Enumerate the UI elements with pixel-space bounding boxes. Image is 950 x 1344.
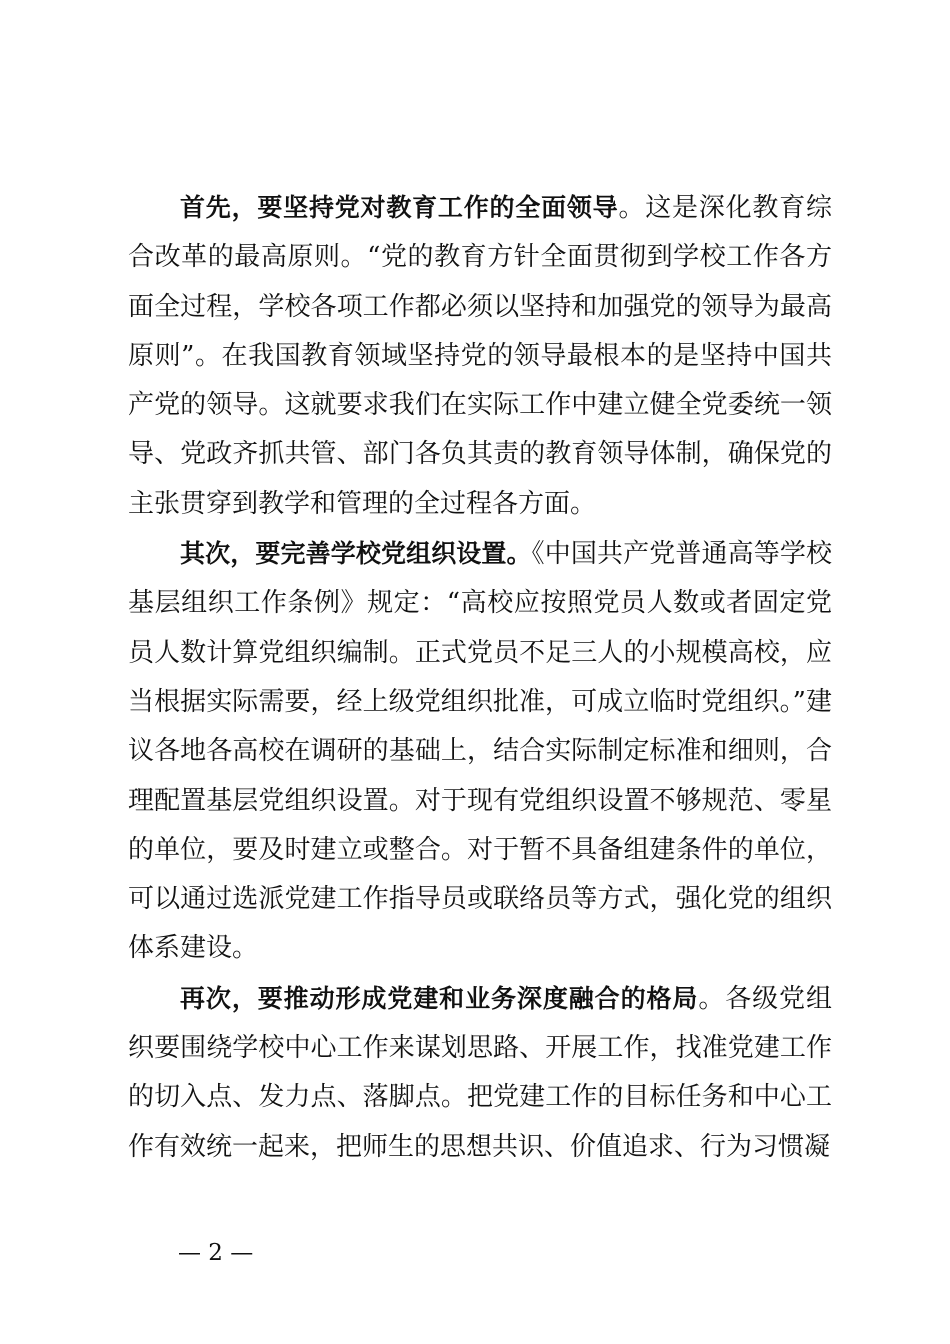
paragraph-text: 。这是深化教育综合改革的最高原则。“党的教育方针全面贯彻到学校工作各方面全过程，学校各项工作都必须以坚持和加强党的领导为最高原则”。在我国教育领域坚持党的领导最根本的是坚持中国共产党的领导。这就要求我们在实际工作中建立健全党委统一领导、党政齐抓共管、部门各负其责的教育领导体制，确保党的主张贯穿到教学和管理的全过程各方面。 — [128, 193, 832, 519]
paragraph-lead: 首先，要坚持党对教育工作的全面领导 — [180, 193, 619, 222]
paragraph-lead: 其次，要完善学校党组织设置。 — [180, 539, 532, 569]
page-number: — 2 — — [178, 1240, 254, 1266]
paragraph-second — [128, 529, 832, 974]
paragraph-third — [128, 974, 832, 1172]
paragraph-text: 。各级党组织要围绕学校中心工作来谋划思路、开展工作，找准党建工作的切入点、发力点、落脚点。把党建工作的目标任务和中心工作有效统一起来，把师生的思想共识、价值追求、行为习惯凝 — [128, 983, 832, 1162]
paragraph-first — [128, 183, 832, 529]
document-body — [128, 183, 832, 1172]
paragraph-text: 《中国共产党普通高等学校基层组织工作条例》规定：“高校应按照党员人数或者固定党员人数计算党组织编制。正式党员不足三人的小规模高校，应当根据实际需要，经上级党组织批准，可成立临时党组织。”建议各地各高校在调研的基础上，结合实际制定标准和细则，合理配置基层党组织设置。对于现有党组织设置不够规范、零星的单位，要及时建立或整合。对于暂不具备组建条件的单位，可以通过选派党建工作指导员或联络员等方式，强化党的组织体系建设。 — [128, 539, 832, 964]
paragraph-lead: 再次，要推动形成党建和业务深度融合的格局 — [180, 983, 699, 1013]
